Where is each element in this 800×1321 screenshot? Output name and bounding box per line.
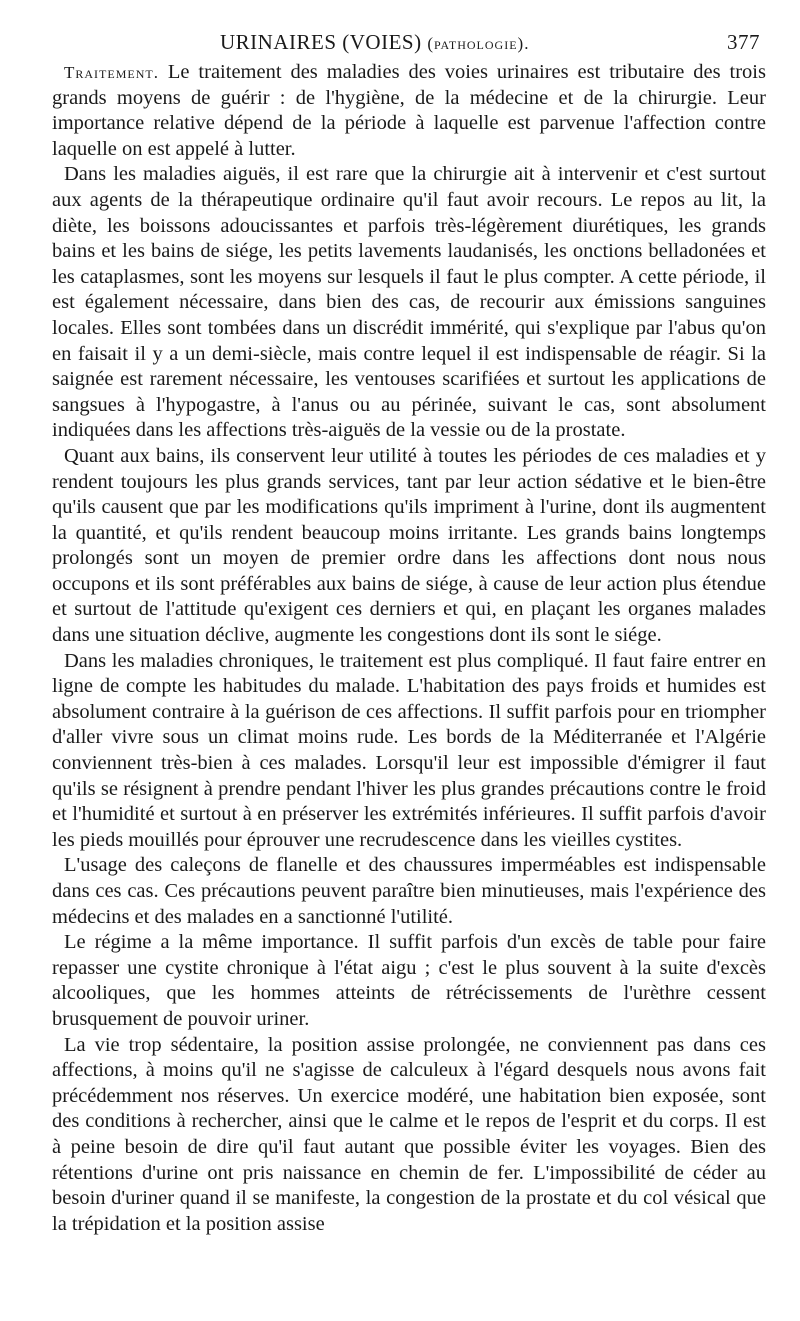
paragraph-flanelle: L'usage des caleçons de flanelle et des chaussures imperméables est indispensable dans ces cas. Ces précautions peuvent paraître bien minutieuses, mais l'expérience des médecins et des malades en a sanctionné l'utilité. [52, 854, 766, 928]
running-header [52, 26, 766, 60]
running-title [220, 30, 529, 55]
paragraph-regime: Le régime a la même importance. Il suffit parfois d'un excès de table pour faire repasser une cystite chronique à l'état aigu ; c'est le plus souvent à la suite d'excès alcooliques, que les hommes atteints de rétrécissements de l'urèthre cessent brusquement de pouvoir uriner. [52, 931, 766, 1030]
paragraph-vie-sedentaire: La vie trop sédentaire, la position assise prolongée, ne conviennent pas dans ces affections, à moins qu'il ne s'agisse de calculeux à l'égard desquels nous avons fait précédemment nos réserves. Un exercice modéré, une habitation bien exposée, sont des conditions à rechercher, ainsi que le calme et le repos de l'esprit et du corps. Il est à peine besoin de dire qu'il faut autant que possible éviter les voyages. Bien des rétentions d'urine ont pris naissance en chemin de fer. L'impossibilité de céder au besoin d'uriner quand il se manifeste, la congestion de la prostate et du col vésical que la trépidation et la position assise [52, 1033, 766, 1235]
page-number: 377 [727, 30, 760, 54]
section-lead-label: Traitement. [64, 63, 159, 82]
book-page [52, 26, 766, 1237]
running-title-sub: (pathologie). [427, 34, 530, 53]
paragraph-maladies-aigues: Dans les maladies aiguës, il est rare que la chirurgie ait à intervenir et c'est surtout aux agents de la thérapeutique ordinaire qu'il faut avoir recours. Le repos au lit, la diète, les boissons adoucissantes et parfois très-légèrement diurétiques, les grands bains et les bains de siége, les petits lavements laudanisés, les onctions belladonées et les cataplasmes, sont les moyens sur lesquels il faut le plus compter. A cette période, il est également nécessaire, dans bien des cas, de recourir aux émissions sanguines locales. Elles sont tombées dans un discrédit immérité, qui s'explique par l'abus qu'on en faisait il y a un demi-siècle, mais contre lequel il est indispensable de réagir. Si la saignée est rarement nécessaire, les ventouses scarifiées et surtout les applications de sangsues à l'hypogastre, à l'anus ou au périnée, suivant le cas, sont absolument indiquées dans les affections très-aiguës de la vessie ou de la prostate. [52, 163, 766, 442]
paragraph-bains: Quant aux bains, ils conservent leur utilité à toutes les périodes de ces maladies et y rendent toujours les plus grands services, tant par leur action sédative et le bien-être qu'ils causent que par les modifications qu'ils impriment à l'urine, dont ils augmentent la quantité, et qu'ils rendent beaucoup moins irritante. Les grands bains longtemps prolongés sont un moyen de premier ordre dans les affections dont nous nous occupons et ils sont préférables aux bains de siége, à cause de leur action plus étendue et surtout de l'attitude qu'exigent ces derniers et qui, en plaçant les organes malades dans une situation déclive, augmente les congestions dont ils sont le siége. [52, 444, 766, 647]
paragraph-text: Le traitement des maladies des voies urinaires est tributaire des trois grands moyens de guérir : de l'hygiène, de la médecine et de la chirurgie. Leur importance relative dépend de la période à laquelle est parvenue l'affection contre laquelle on est appelé à lutter. [52, 61, 766, 160]
running-title-main: URINAIRES (VOIES) [220, 30, 422, 54]
body-text [52, 60, 766, 1237]
paragraph-maladies-chroniques: Dans les maladies chroniques, le traitement est plus compliqué. Il faut faire entrer en ligne de compte les habitudes du malade. L'habitation des pays froids et humides est absolument contraire à la guérison de ces affections. Il suffit parfois pour en triompher d'aller vivre sous un climat moins rude. Les bords de la Méditerranée et l'Algérie conviennent très-bien à ces malades. Lorsqu'il leur est impossible d'émigrer il faut qu'ils se résignent à prendre pendant l'hiver les plus grandes précautions contre le froid et l'humidité et surtout à en préserver les extrémités inférieures. Il suffit parfois d'avoir les pieds mouillés pour éprouver une recrudescence dans les vieilles cystites. [52, 649, 766, 851]
paragraph-traitement [52, 60, 766, 162]
